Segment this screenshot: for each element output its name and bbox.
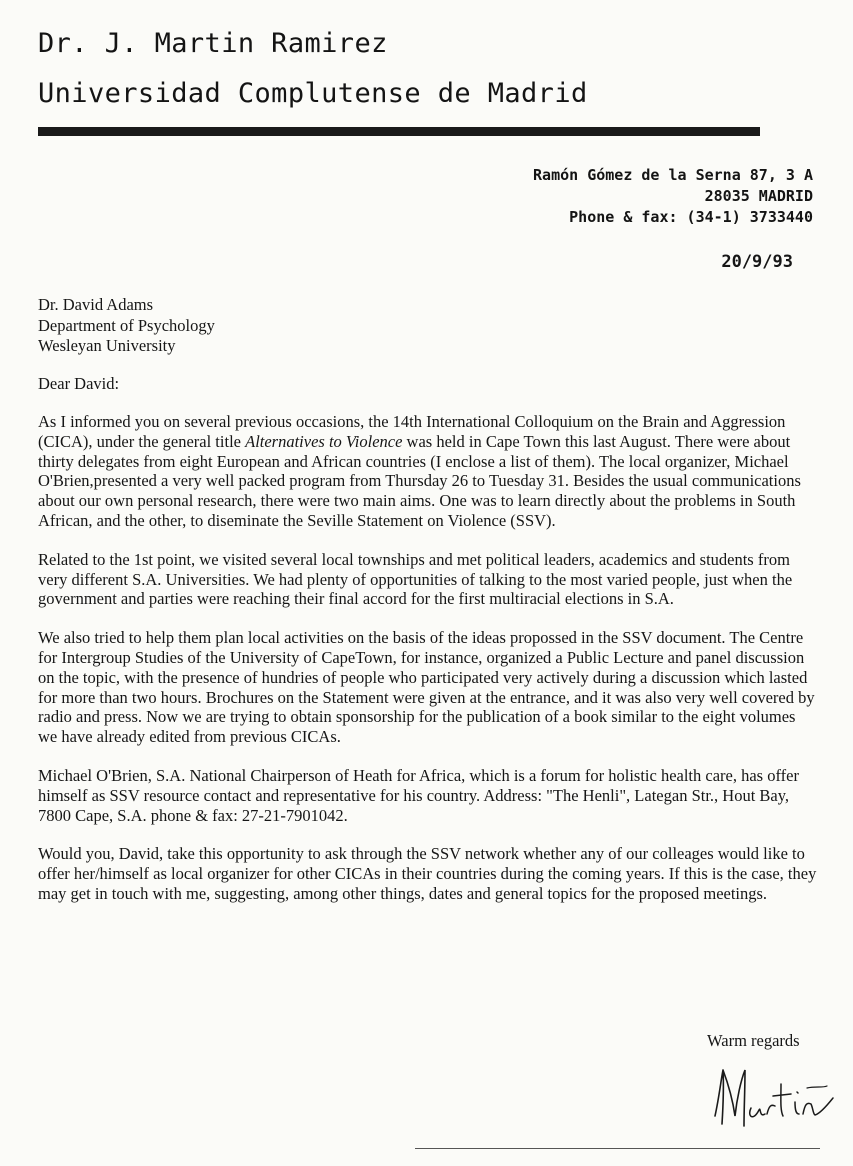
handwritten-signature	[707, 1058, 852, 1138]
salutation: Dear David:	[38, 374, 120, 393]
address-phone: Phone & fax: (34-1) 3733440	[569, 208, 813, 226]
recipient-name: Dr. David Adams	[38, 295, 154, 314]
sender-address	[533, 165, 813, 228]
paragraph-1	[38, 412, 818, 531]
letterhead-rule	[38, 127, 760, 136]
colloquium-title: Alternatives to Violence	[245, 431, 403, 451]
letterhead-name: Dr. J. Martin Ramirez	[38, 28, 388, 59]
paragraph-5: Would you, David, take this opportunity to ask through the SSV network whether any of our colleages would like to offer her/himself as local organizer for other CICAs in their countries during the coming years. If this is the case, they may get in touch with me, suggesting, among other things, dates and general topics for the proposed meetings.	[38, 844, 817, 903]
paragraph-3: We also tried to help them plan local activities on the basis of the ideas propossed in the SSV document. The Centre for Intergroup Studies of the University of CapeTown, for instance, organized a Public Lecture and panel discussion on the topic, with the presence of hundries of people who participated very actively during a discussion which lasted for more than two hours. Brochures on the Statement were given at the entrance, and it was also very well covered by radio and press. Now we are trying to obtain sponsorship for the publication of a book similar to the eight volumes we have already edited from previous CICAs.	[38, 628, 815, 747]
paragraph-2: Related to the 1st point, we visited several local townships and met political leaders, academics and students from very different S.A. Universities. We had plenty of opportunities of talking to the most varied people, just when the government and parties were reaching their final accord for the first multiracial elections in S.A.	[38, 549, 793, 609]
paragraph-4: Michael O'Brien, S.A. National Chairperson of Heath for Africa, which is a forum for holistic health care, has offer himself as SSV resource contact and representative for his country. Address: "The Henli", Lategan Str., Hout Bay, 7800 Cape, S.A. phone & fax: 27-21-7901042.	[38, 765, 799, 825]
letterhead-institution: Universidad Complutense de Madrid	[38, 78, 588, 109]
address-street: Ramón Gómez de la Serna 87, 3 A	[533, 166, 813, 184]
recipient-university: Wesleyan University	[38, 336, 176, 355]
address-city: 28035 MADRID	[704, 187, 813, 205]
paragraph-1-part-a: As I informed you on several previous occasions, the 14th International Colloquium on the Brain and Aggression (CICA), under the general title	[38, 412, 786, 451]
letter-body	[38, 412, 818, 923]
closing: Warm regards	[707, 1031, 800, 1050]
recipient-block	[38, 295, 215, 357]
signature-line	[415, 1148, 820, 1149]
letter-date: 20/9/93	[721, 252, 793, 272]
paragraph-1-part-b: was held in Cape Town this last August. There were about thirty delegates from eight European and African countries (I enclose a list of them). The local organizer, Michael O'Brien,presented a very well packed program from Thursday 26 to Tuesday 31. Besides the usual communications about our own personal research, there were two main aims. One was to learn directly about the problems in South African, and the other, to diseminate the Seville Statement on Violence (SSV).	[38, 431, 801, 530]
recipient-department: Department of Psychology	[38, 315, 215, 335]
